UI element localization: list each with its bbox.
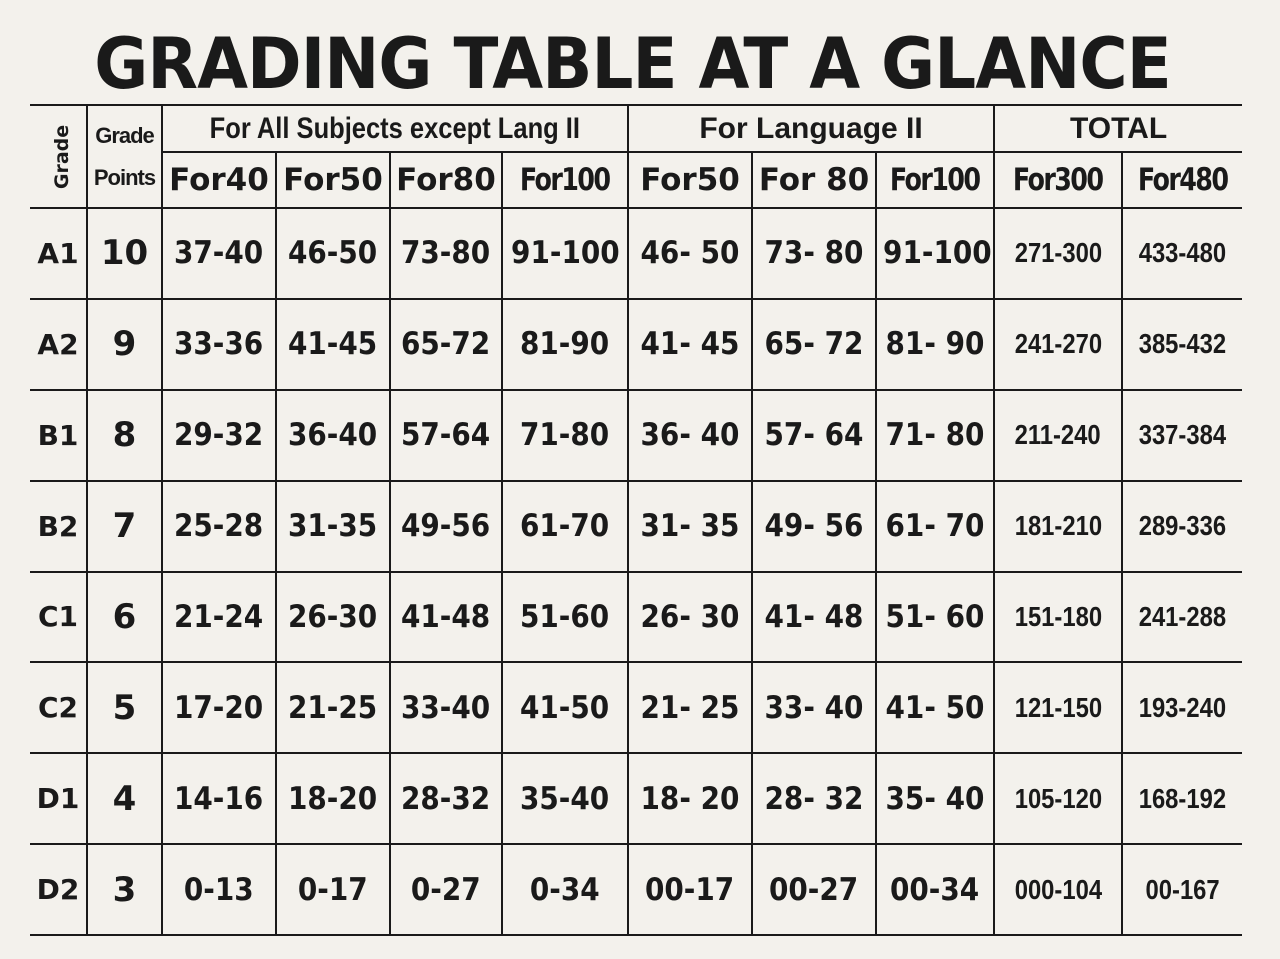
grade-point-cell: 8 (87, 390, 162, 481)
range-cell-for40: 37-40 (162, 208, 276, 299)
range-cell-total-for480: 385-432 (1122, 299, 1242, 390)
range-cell-for100: 61-70 (502, 481, 628, 572)
range-cell-lang-for50: 36- 40 (628, 390, 752, 481)
range-cell-for50: 41-45 (276, 299, 390, 390)
range-cell-for40: 21-24 (162, 572, 276, 663)
header-for80: For80 (390, 152, 502, 208)
range-cell-for40: 0-13 (162, 844, 276, 935)
header-for40: For40 (162, 152, 276, 208)
range-cell-lang-for80: 49- 56 (752, 481, 876, 572)
range-cell-total-for300: 105-120 (994, 753, 1122, 844)
range-cell-total-for480: 241-288 (1122, 572, 1242, 663)
range-cell-lang-for50: 26- 30 (628, 572, 752, 663)
range-cell-total-for480: 337-384 (1122, 390, 1242, 481)
range-cell-for100: 81-90 (502, 299, 628, 390)
header-total-for480: For480 (1122, 152, 1242, 208)
range-cell-total-for480: 289-336 (1122, 481, 1242, 572)
header-lang-for100: For100 (876, 152, 994, 208)
range-cell-for80: 49-56 (390, 481, 502, 572)
range-cell-for50: 26-30 (276, 572, 390, 663)
table-row (30, 390, 1242, 481)
range-cell-for100: 71-80 (502, 390, 628, 481)
range-cell-for50: 36-40 (276, 390, 390, 481)
range-cell-for100: 35-40 (502, 753, 628, 844)
range-cell-lang-for100: 61- 70 (876, 481, 994, 572)
header-lang-for50: For50 (628, 152, 752, 208)
table-row (30, 662, 1242, 753)
range-cell-lang-for100: 00-34 (876, 844, 994, 935)
range-cell-for50: 31-35 (276, 481, 390, 572)
range-cell-for40: 14-16 (162, 753, 276, 844)
header-grade-points (87, 105, 162, 208)
header-group-language-ii: For Language II (628, 105, 994, 152)
range-cell-total-for480: 433-480 (1122, 208, 1242, 299)
range-cell-total-for480: 00-167 (1122, 844, 1242, 935)
range-cell-total-for300: 271-300 (994, 208, 1122, 299)
range-cell-for80: 33-40 (390, 662, 502, 753)
range-cell-for50: 18-20 (276, 753, 390, 844)
range-cell-for100: 41-50 (502, 662, 628, 753)
range-cell-total-for300: 211-240 (994, 390, 1122, 481)
table-row (30, 481, 1242, 572)
range-cell-total-for480: 193-240 (1122, 662, 1242, 753)
range-cell-lang-for100: 91-100 (876, 208, 994, 299)
range-cell-for80: 73-80 (390, 208, 502, 299)
grade-point-cell: 7 (87, 481, 162, 572)
range-cell-lang-for80: 33- 40 (752, 662, 876, 753)
range-cell-total-for300: 000-104 (994, 844, 1122, 935)
grade-point-cell: 10 (87, 208, 162, 299)
range-cell-total-for300: 181-210 (994, 481, 1122, 572)
header-for100: For100 (502, 152, 628, 208)
range-cell-total-for300: 121-150 (994, 662, 1122, 753)
grade-cell: A2 (30, 299, 87, 390)
header-grade-points-line1: Grade (95, 122, 154, 148)
table-row (30, 753, 1242, 844)
range-cell-for40: 17-20 (162, 662, 276, 753)
header-total-for300: For300 (994, 152, 1122, 208)
table-row (30, 299, 1242, 390)
range-cell-lang-for100: 51- 60 (876, 572, 994, 663)
grading-table (30, 104, 1242, 936)
range-cell-lang-for80: 73- 80 (752, 208, 876, 299)
range-cell-lang-for50: 21- 25 (628, 662, 752, 753)
range-cell-lang-for100: 41- 50 (876, 662, 994, 753)
header-lang-for80: For 80 (752, 152, 876, 208)
range-cell-for50: 46-50 (276, 208, 390, 299)
range-cell-for100: 0-34 (502, 844, 628, 935)
range-cell-lang-for80: 65- 72 (752, 299, 876, 390)
header-row-groups (30, 105, 1242, 152)
range-cell-for80: 28-32 (390, 753, 502, 844)
range-cell-for80: 41-48 (390, 572, 502, 663)
range-cell-lang-for80: 28- 32 (752, 753, 876, 844)
grade-cell: D1 (30, 753, 87, 844)
page-title: GRADING TABLE AT A GLANCE (94, 23, 1171, 105)
range-cell-for100: 51-60 (502, 572, 628, 663)
grade-cell: A1 (30, 208, 87, 299)
range-cell-total-for480: 168-192 (1122, 753, 1242, 844)
range-cell-lang-for100: 81- 90 (876, 299, 994, 390)
range-cell-lang-for50: 46- 50 (628, 208, 752, 299)
range-cell-for80: 65-72 (390, 299, 502, 390)
range-cell-lang-for50: 41- 45 (628, 299, 752, 390)
table-row (30, 208, 1242, 299)
range-cell-lang-for50: 00-17 (628, 844, 752, 935)
header-row-columns (30, 152, 1242, 208)
header-group-all-subjects: For All Subjects except Lang II (162, 105, 628, 152)
table-row (30, 572, 1242, 663)
range-cell-for80: 57-64 (390, 390, 502, 481)
range-cell-for80: 0-27 (390, 844, 502, 935)
range-cell-lang-for50: 18- 20 (628, 753, 752, 844)
grade-point-cell: 6 (87, 572, 162, 663)
grade-cell: D2 (30, 844, 87, 935)
range-cell-lang-for100: 71- 80 (876, 390, 994, 481)
header-grade: Grade (30, 105, 87, 208)
grade-cell: B2 (30, 481, 87, 572)
range-cell-for50: 0-17 (276, 844, 390, 935)
range-cell-lang-for80: 00-27 (752, 844, 876, 935)
grade-point-cell: 4 (87, 753, 162, 844)
range-cell-total-for300: 151-180 (994, 572, 1122, 663)
range-cell-for40: 25-28 (162, 481, 276, 572)
grade-cell: B1 (30, 390, 87, 481)
range-cell-for50: 21-25 (276, 662, 390, 753)
range-cell-total-for300: 241-270 (994, 299, 1122, 390)
range-cell-for40: 29-32 (162, 390, 276, 481)
header-for50: For50 (276, 152, 390, 208)
table-row (30, 844, 1242, 935)
grade-rows (30, 208, 1242, 935)
grade-point-cell: 5 (87, 662, 162, 753)
header-grade-points-line2: Points (93, 164, 156, 190)
range-cell-lang-for80: 41- 48 (752, 572, 876, 663)
header-group-total: TOTAL (994, 105, 1242, 152)
range-cell-lang-for80: 57- 64 (752, 390, 876, 481)
grade-point-cell: 9 (87, 299, 162, 390)
grade-point-cell: 3 (87, 844, 162, 935)
range-cell-lang-for100: 35- 40 (876, 753, 994, 844)
range-cell-for100: 91-100 (502, 208, 628, 299)
grade-cell: C2 (30, 662, 87, 753)
range-cell-for40: 33-36 (162, 299, 276, 390)
range-cell-lang-for50: 31- 35 (628, 481, 752, 572)
grade-cell: C1 (30, 572, 87, 663)
